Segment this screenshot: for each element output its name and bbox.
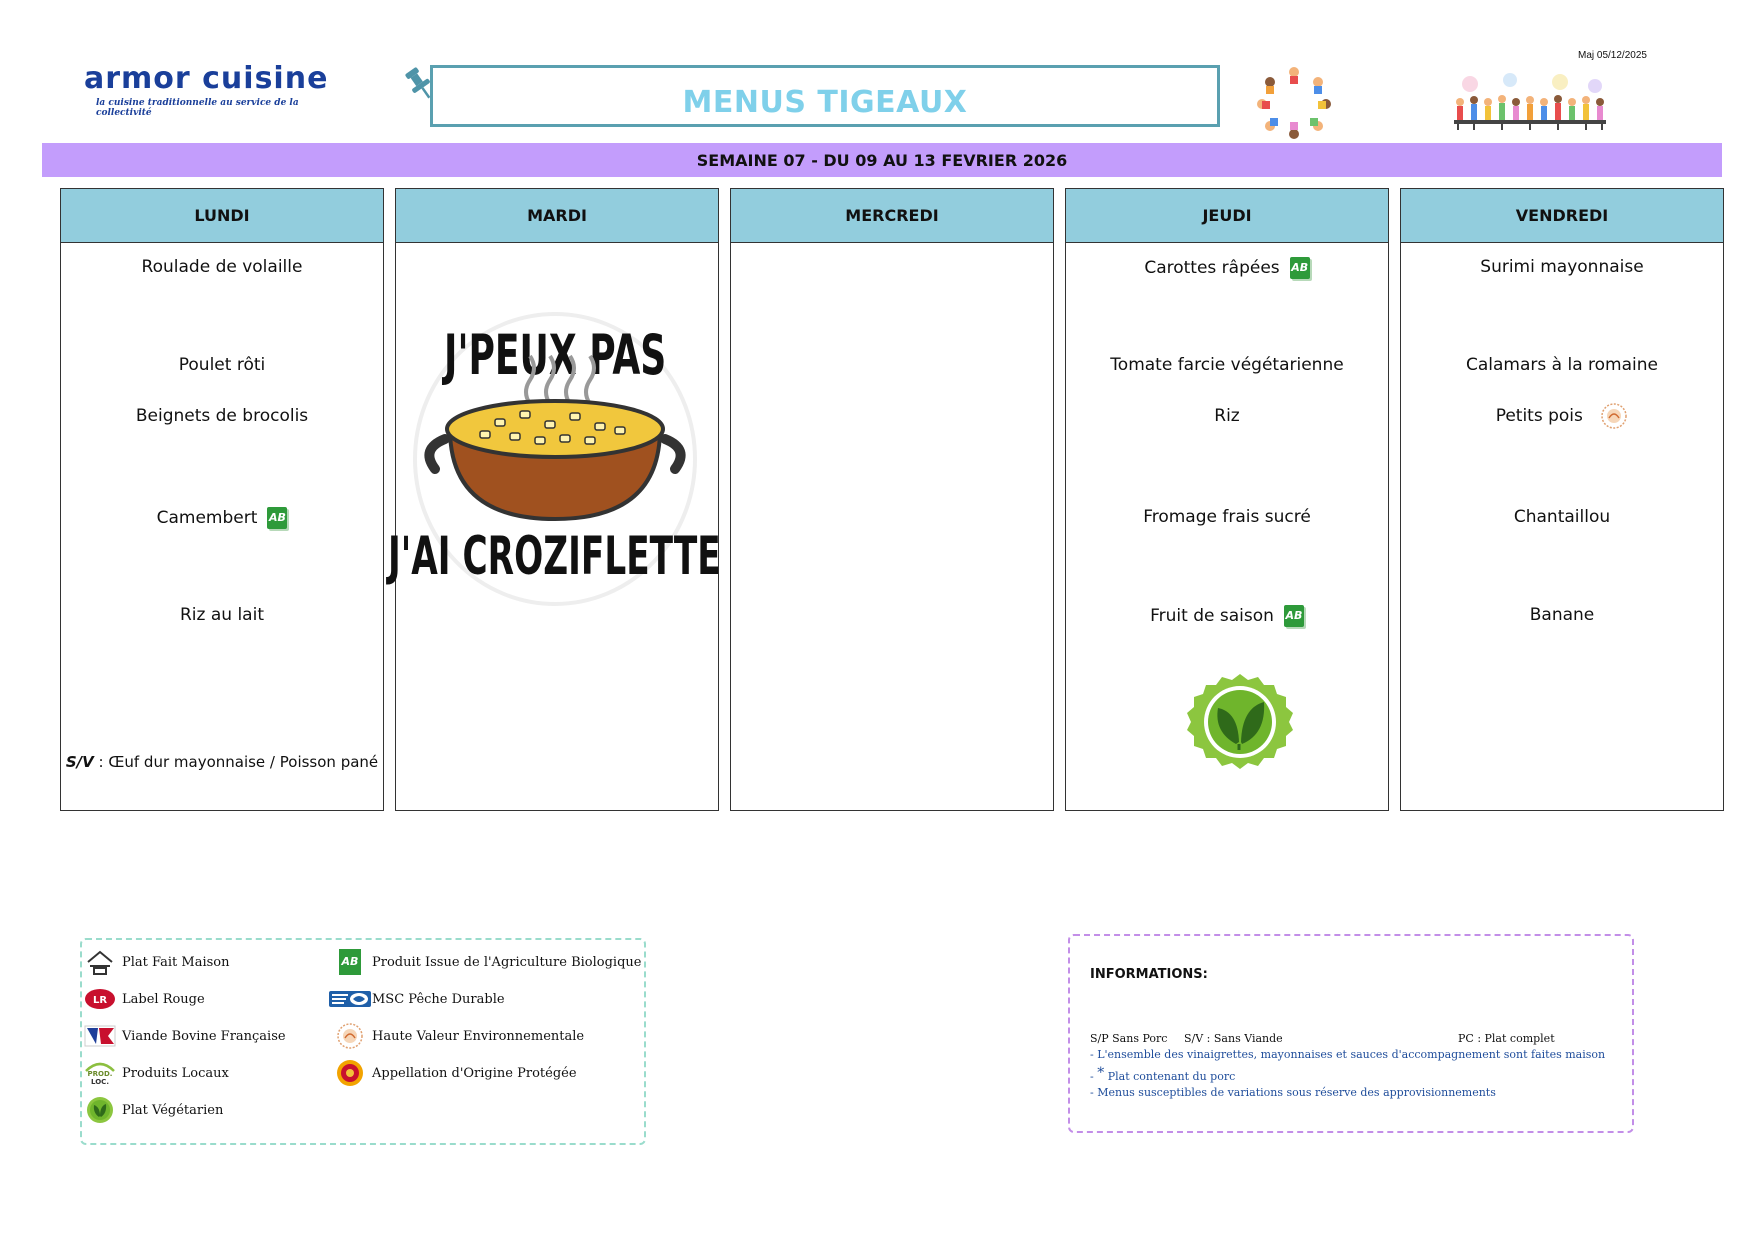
- dish-item: Riz: [1214, 406, 1240, 426]
- ab-icon: AB: [339, 949, 361, 975]
- legend-item: MSC Pêche Durable: [334, 985, 505, 1013]
- vbf-icon: [84, 1024, 116, 1048]
- dish-item: Petits pois: [1401, 402, 1723, 430]
- dish-item: Beignets de brocolis: [135, 406, 309, 426]
- info-note-sauces: - L'ensemble des vinaigrettes, mayonnaises et sauces d'accompagnement sont faites maison: [1090, 1048, 1606, 1061]
- day-header-mardi: MARDI: [396, 189, 718, 243]
- day-header-lundi: LUNDI: [61, 189, 383, 243]
- week-banner-text: SEMAINE 07 - DU 09 AU 13 FEVRIER 2026: [696, 150, 1068, 170]
- update-date: Maj 05/12/2025: [1578, 50, 1647, 61]
- produits-locaux-icon: [84, 1059, 116, 1087]
- info-sans-porc: S/P Sans Porc: [1090, 1032, 1168, 1045]
- day-column-mardi: [387, 188, 721, 811]
- title-box: [430, 65, 1220, 127]
- day-column-mercredi: [730, 188, 1054, 811]
- dish-item: Carottes râpées AB: [1144, 258, 1309, 278]
- dish-item: Chantaillou: [1513, 507, 1611, 527]
- legend-item: Plat Végétarien: [84, 1096, 223, 1124]
- dish-item: Riz au lait: [180, 605, 264, 625]
- legend-item: Plat Fait Maison: [84, 948, 230, 976]
- ab-icon: AB: [267, 507, 287, 529]
- legend-item: LR Label Rouge: [84, 985, 205, 1013]
- aop-icon: [336, 1059, 364, 1087]
- info-sans-viande: S/V : Sans Viande: [1184, 1032, 1283, 1045]
- dish-item: Fromage frais sucré: [1143, 507, 1311, 527]
- info-note-variations: - Menus susceptibles de variations sous réserve des approvisionnements: [1090, 1086, 1496, 1099]
- hve-icon: [1600, 402, 1628, 430]
- svg-text:LOC.: LOC.: [91, 1078, 109, 1086]
- dish-item: Calamars à la romaine: [1466, 355, 1658, 375]
- dish-item: Fruit de saison AB: [1150, 606, 1303, 626]
- legend-item: AB Produit Issue de l'Agriculture Biologique: [334, 948, 641, 976]
- day-header-vendredi: VENDREDI: [1401, 189, 1723, 243]
- msc-icon: [329, 989, 371, 1009]
- kids-group-illustration: [1450, 70, 1612, 134]
- page-title: MENUS TIGEAUX: [682, 84, 968, 120]
- dish-item: Camembert AB: [156, 508, 286, 528]
- svg-text:LR: LR: [92, 995, 108, 1006]
- dish-item: Tomate farcie végétarienne: [1110, 355, 1344, 375]
- ab-icon: AB: [1290, 257, 1310, 279]
- day-header-jeudi: JEUDI: [1066, 189, 1388, 243]
- hve-icon: [336, 1022, 364, 1050]
- legend-item: Haute Valeur Environnementale: [334, 1022, 584, 1050]
- brand-name: armor cuisine: [84, 61, 329, 96]
- day-column-lundi: [60, 188, 384, 811]
- kids-circle-illustration: [1252, 62, 1336, 142]
- croziflette-text-bottom: J'AI CROZIFLETTE: [387, 526, 721, 588]
- star-icon: *: [1097, 1065, 1105, 1081]
- day-column-jeudi: [1065, 188, 1389, 811]
- vegetarian-icon: [86, 1096, 114, 1124]
- day-column-vendredi: [1400, 188, 1724, 811]
- dish-item: Surimi mayonnaise: [1480, 257, 1644, 277]
- brand-logo: [84, 62, 344, 118]
- week-banner: [42, 143, 1722, 177]
- info-note-porc: - * Plat contenant du porc: [1090, 1065, 1236, 1083]
- informations-title: INFORMATIONS:: [1090, 967, 1208, 982]
- brand-tagline: la cuisine traditionnelle au service de la collectivité: [96, 98, 299, 118]
- legend-item: PROD. LOC. Produits Locaux: [84, 1059, 229, 1087]
- sans-viande-alternative: S/V : Œuf dur mayonnaise / Poisson pané: [65, 753, 379, 771]
- info-plat-complet: PC : Plat complet: [1458, 1032, 1555, 1045]
- croziflette-text-top: J'PEUX PAS: [444, 323, 667, 388]
- legend-item: Viande Bovine Française: [84, 1022, 286, 1050]
- dish-item: Banane: [1529, 605, 1595, 625]
- dish-item: Roulade de volaille: [141, 257, 303, 277]
- legend-item: Appellation d'Origine Protégée: [334, 1059, 577, 1087]
- croziflette-illustration: [387, 309, 721, 609]
- house-icon: [86, 948, 114, 976]
- day-header-mercredi: MERCREDI: [731, 189, 1053, 243]
- informations-box: [1068, 934, 1634, 1133]
- svg-text:PROD.: PROD.: [87, 1070, 113, 1078]
- label-rouge-icon: [84, 987, 116, 1011]
- dish-item: Poulet rôti: [178, 355, 266, 375]
- ab-icon: AB: [1284, 605, 1304, 627]
- legend-box: [80, 938, 646, 1145]
- vegetarian-seal-icon: [1184, 672, 1296, 770]
